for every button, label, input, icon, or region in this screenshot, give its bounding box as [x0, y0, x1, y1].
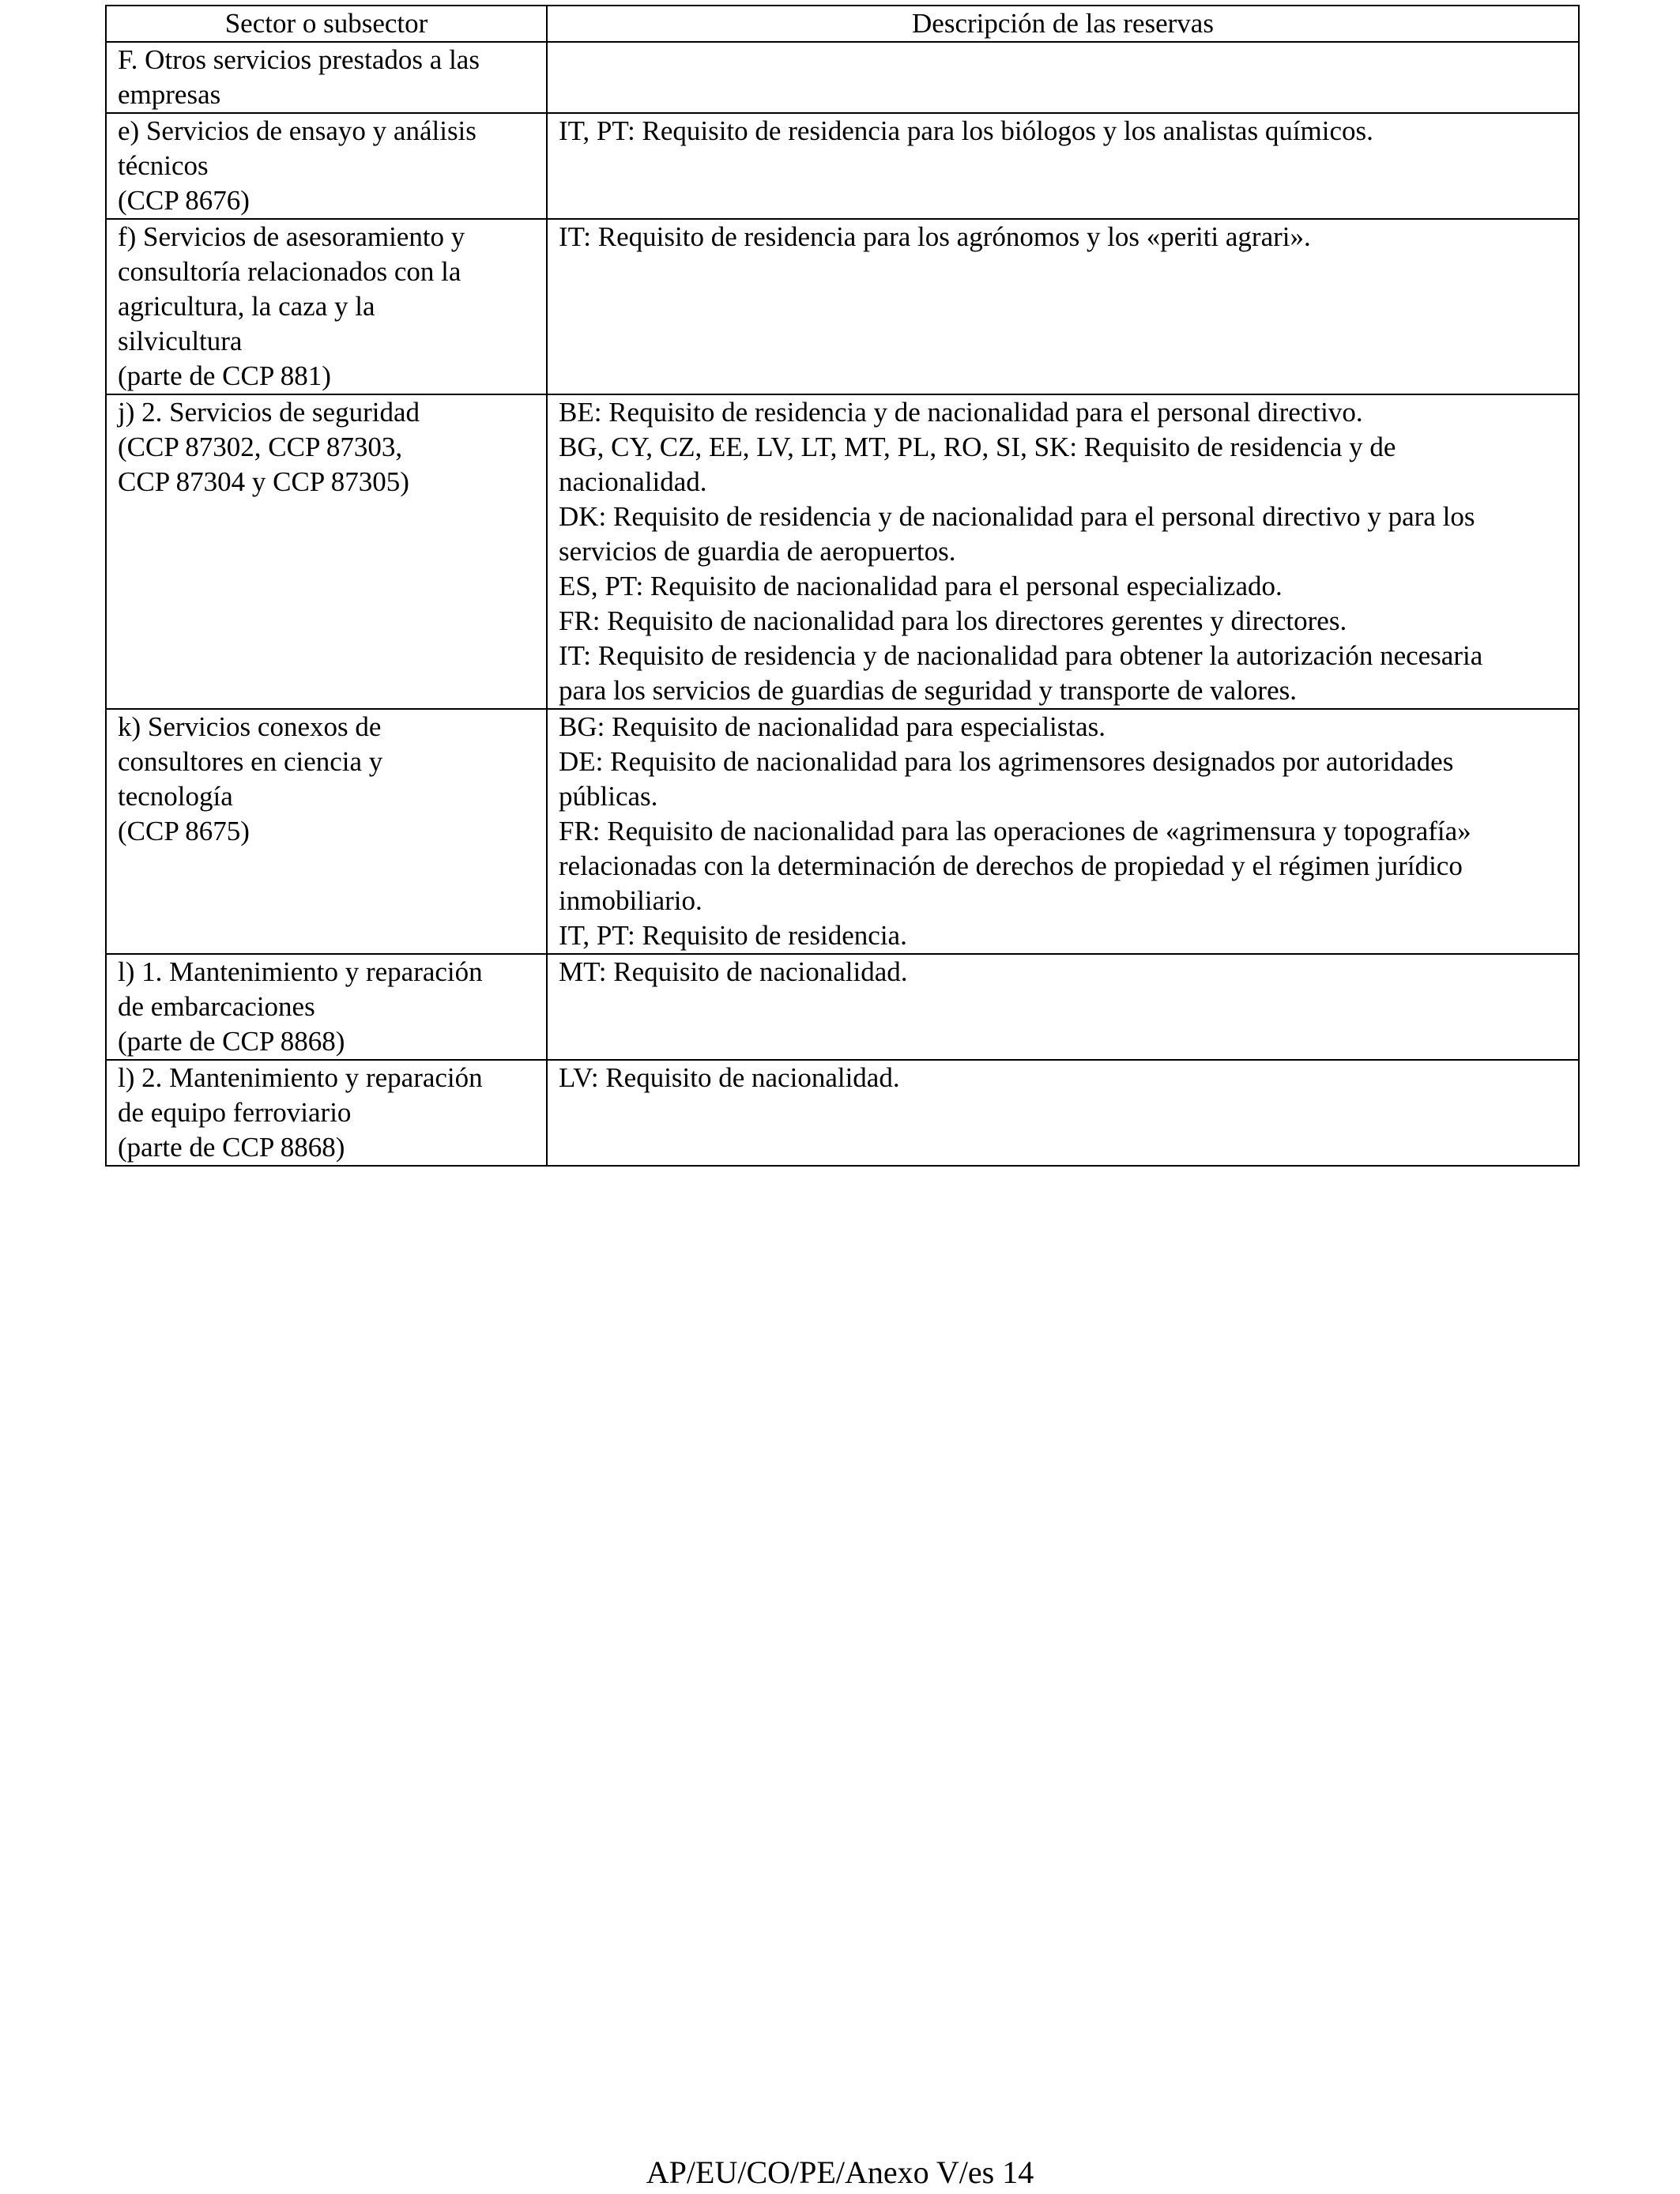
description-line: para los servicios de guardias de seguridad y transporte de valores.	[559, 675, 1297, 706]
sector-line: de embarcaciones	[118, 991, 315, 1022]
sector-cell	[106, 42, 547, 113]
sector-line: consultoría relacionados con la	[118, 256, 461, 287]
description-line: DE: Requisito de nacionalidad para los agrimensores designados por autoridades	[559, 746, 1454, 777]
table-row	[106, 113, 1579, 219]
sector-line: (parte de CCP 881)	[118, 360, 331, 391]
description-line: BG: Requisito de nacionalidad para especialistas.	[559, 711, 1106, 742]
sector-cell	[106, 1060, 547, 1166]
description-line: FR: Requisito de nacionalidad para las operaciones de «agrimensura y topografía»	[559, 816, 1471, 846]
description-line: MT: Requisito de nacionalidad.	[559, 956, 908, 987]
description-cell	[547, 709, 1579, 954]
sector-cell	[106, 113, 547, 219]
header-description: Descripción de las reservas	[547, 6, 1579, 42]
description-cell	[547, 113, 1579, 219]
sector-line: j) 2. Servicios de seguridad	[118, 397, 420, 428]
sector-line: CCP 87304 y CCP 87305)	[118, 466, 409, 497]
sector-line: agricultura, la caza y la	[118, 291, 375, 322]
description-cell	[547, 1060, 1579, 1166]
description-line: nacionalidad.	[559, 466, 707, 497]
table-row	[106, 42, 1579, 113]
sector-line: consultores en ciencia y	[118, 746, 383, 777]
description-line: BG, CY, CZ, EE, LV, LT, MT, PL, RO, SI, SK: Requisito de residencia y de	[559, 432, 1396, 462]
description-line: DK: Requisito de residencia y de nacionalidad para el personal directivo y para los	[559, 501, 1475, 532]
description-cell	[547, 219, 1579, 394]
sector-line: silvicultura	[118, 326, 243, 356]
sector-line: (CCP 8676)	[118, 185, 250, 216]
description-cell	[547, 394, 1579, 709]
description-line: IT, PT: Requisito de residencia para los biólogos y los analistas químicos.	[559, 115, 1373, 146]
description-cell	[547, 954, 1579, 1060]
description-line: servicios de guardia de aeropuertos.	[559, 536, 956, 567]
description-line: LV: Requisito de nacionalidad.	[559, 1062, 900, 1093]
description-line: IT: Requisito de residencia para los agrónomos y los «periti agrari».	[559, 221, 1311, 252]
sector-line: empresas	[118, 79, 221, 110]
description-line: inmobiliario.	[559, 885, 703, 916]
table-header-row	[106, 6, 1579, 42]
sector-cell	[106, 709, 547, 954]
table-row	[106, 219, 1579, 394]
sector-line: k) Servicios conexos de	[118, 711, 382, 742]
sector-line: f) Servicios de asesoramiento y	[118, 221, 465, 252]
description-line: públicas.	[559, 781, 658, 812]
description-line: FR: Requisito de nacionalidad para los directores gerentes y directores.	[559, 605, 1347, 636]
header-sector: Sector o subsector	[106, 6, 547, 42]
sector-line: l) 1. Mantenimiento y reparación	[118, 956, 483, 987]
sector-cell	[106, 394, 547, 709]
description-line: ES, PT: Requisito de nacionalidad para el personal especializado.	[559, 571, 1283, 601]
sector-line: (CCP 8675)	[118, 816, 250, 846]
description-line: IT: Requisito de residencia y de nacionalidad para obtener la autorización necesaria	[559, 640, 1483, 671]
sector-cell	[106, 219, 547, 394]
sector-line: l) 2. Mantenimiento y reparación	[118, 1062, 483, 1093]
table-row	[106, 394, 1579, 709]
description-line: relacionadas con la determinación de derechos de propiedad y el régimen jurídico	[559, 850, 1463, 881]
description-cell	[547, 42, 1579, 113]
table-row	[106, 954, 1579, 1060]
sector-line: técnicos	[118, 150, 209, 181]
sector-line: F. Otros servicios prestados a las	[118, 44, 480, 75]
sector-line: (parte de CCP 8868)	[118, 1132, 345, 1163]
description-line: IT, PT: Requisito de residencia.	[559, 920, 907, 951]
sector-line: e) Servicios de ensayo y análisis	[118, 115, 477, 146]
sector-cell	[106, 954, 547, 1060]
table-row	[106, 1060, 1579, 1166]
description-line: BE: Requisito de residencia y de nacionalidad para el personal directivo.	[559, 397, 1363, 428]
reservations-table	[105, 5, 1580, 1167]
table-row	[106, 709, 1579, 954]
sector-line: de equipo ferroviario	[118, 1097, 352, 1128]
sector-line: (CCP 87302, CCP 87303,	[118, 432, 403, 462]
sector-line: tecnología	[118, 781, 233, 812]
sector-line: (parte de CCP 8868)	[118, 1026, 345, 1057]
page-footer: AP/EU/CO/PE/Anexo V/es 14	[646, 2154, 1034, 2190]
table-body	[106, 42, 1579, 1166]
